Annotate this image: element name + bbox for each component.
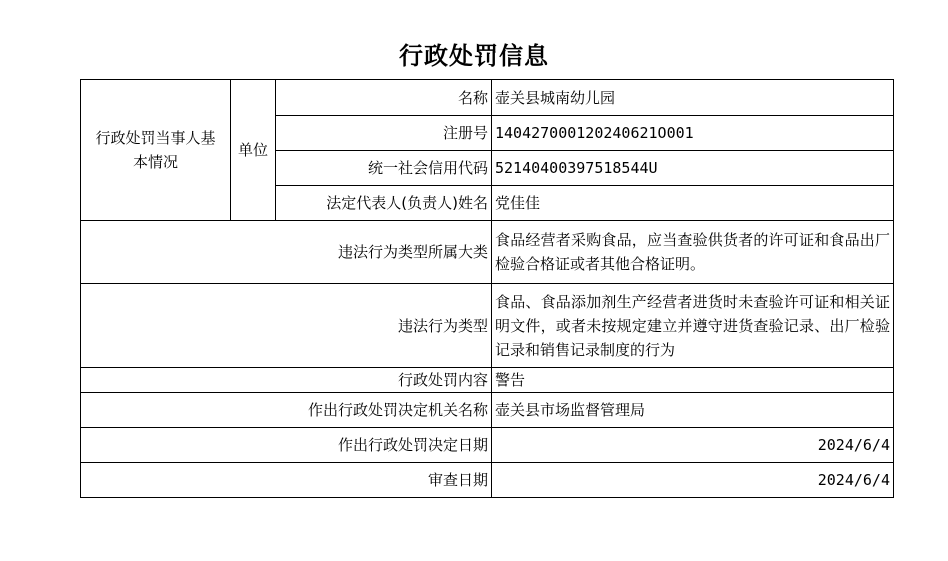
penalty-info-table — [80, 79, 894, 498]
field-value-credit-code: 52140400397518544U — [492, 151, 894, 186]
penalty-content-value: 警告 — [492, 368, 894, 393]
violation-category-label: 违法行为类型所属大类 — [81, 221, 492, 284]
table-row — [81, 428, 894, 463]
review-date-label: 审查日期 — [81, 463, 492, 498]
field-label-name: 名称 — [276, 80, 492, 116]
field-value-name: 壶关县城南幼儿园 — [492, 80, 894, 116]
field-value-registration-number: 140427000120240621O001 — [492, 116, 894, 151]
review-date-value: 2024/6/4 — [492, 463, 894, 498]
field-label-credit-code: 统一社会信用代码 — [276, 151, 492, 186]
field-label-registration-number: 注册号 — [276, 116, 492, 151]
decision-date-label: 作出行政处罚决定日期 — [81, 428, 492, 463]
violation-category-value: 食品经营者采购食品，应当查验供货者的许可证和食品出厂检验合格证或者其他合格证明。 — [492, 221, 894, 284]
table-row — [81, 393, 894, 428]
table-row — [81, 463, 894, 498]
penalty-content-label: 行政处罚内容 — [81, 368, 492, 393]
party-group-label: 行政处罚当事人基本情况 — [81, 80, 231, 221]
authority-label: 作出行政处罚决定机关名称 — [81, 393, 492, 428]
party-type-label: 单位 — [231, 80, 276, 221]
field-label-legal-representative: 法定代表人(负责人)姓名 — [276, 186, 492, 221]
decision-date-value: 2024/6/4 — [492, 428, 894, 463]
table-row — [81, 80, 894, 116]
table-row — [81, 284, 894, 368]
table-row — [81, 368, 894, 393]
violation-type-value: 食品、食品添加剂生产经营者进货时未查验许可证和相关证明文件，或者未按规定建立并遵守进货查验记录、出厂检验记录和销售记录制度的行为 — [492, 284, 894, 368]
field-value-legal-representative: 党佳佳 — [492, 186, 894, 221]
page-title: 行政处罚信息 — [399, 41, 549, 70]
authority-value: 壶关县市场监督管理局 — [492, 393, 894, 428]
table-row — [81, 221, 894, 284]
violation-type-label: 违法行为类型 — [81, 284, 492, 368]
